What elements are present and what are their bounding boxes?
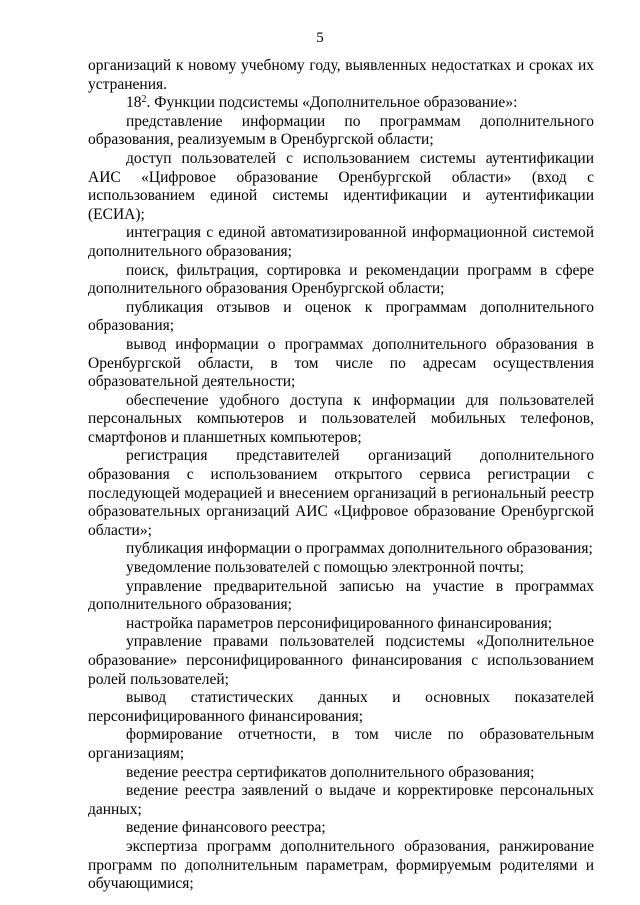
list-item: вывод статистических данных и основных показателей персонифицированного финансирования; [88, 689, 594, 725]
list-item: вывод информации о программах дополнительного образования в Оренбургской области, в том числе по адресам осуществления образовательной деятельности; [88, 335, 594, 391]
section-heading [88, 94, 594, 113]
list-item: уведомление пользователей с помощью электронной почты; [126, 559, 524, 577]
page-number: 5 [316, 30, 324, 46]
list-item: экспертиза программ дополнительного образования, ранжирование программ по дополнительным параметрам, формируемым родителями и обучающимися; [88, 837, 594, 893]
list-item: ведение реестра сертификатов дополнительного образования; [126, 763, 535, 781]
section-heading-text: . Функции подсистемы «Дополнительное образование»: [146, 94, 518, 112]
list-item: поиск, фильтрация, сортировка и рекомендации программ в сфере дополнительного образования Оренбургской области; [88, 261, 594, 298]
list-item: управление правами пользователей подсистемы «Дополнительное образование» персонифицированного финансирования с использованием ролей пользователей; [88, 633, 594, 688]
list-item: интеграция с единой автоматизированной информационной системой дополнительного образования; [88, 224, 594, 260]
list-item: обеспечение удобного доступа к информации для пользователей персональных компьютеров и пользователей мобильных телефонов, смартфонов и планшетных компьютеров; [88, 391, 594, 446]
document-body [88, 57, 594, 894]
list-item: формирование отчетности, в том числе по образовательным организациям; [88, 726, 594, 762]
list-item: управление предварительной записью на участие в программах дополнительного образования; [88, 577, 594, 614]
list-item: регистрация представителей организаций дополнительного образования с использованием открытого сервиса регистрации с последующей модерацией и внесением организаций в региональный реестр образовательных организаций АИС «Цифровое образование Оренбургской области»; [88, 447, 594, 539]
list-item: представление информации по программам дополнительного образования, реализуемым в Оренбургской области; [88, 112, 594, 149]
list-item: ведение реестра заявлений о выдаче и корректировке персональных данных; [88, 782, 594, 818]
list-item: доступ пользователей с использованием системы аутентификации АИС «Цифровое образование Оренбургской области» (вход с использованием единой системы идентификации и аутентификации (ЕСИА); [88, 149, 594, 223]
list-item: ведение финансового реестра; [126, 819, 326, 837]
section-number-superscript: 2 [141, 94, 147, 106]
paragraph-continuation: организаций к новому учебному году, выявленных недостатках и сроках их устранения. [88, 57, 594, 93]
list-item: публикация отзывов и оценок к программам дополнительного образования; [88, 298, 594, 335]
list-item: публикация информации о программах дополнительного образования; [126, 540, 593, 558]
section-number: 18 [126, 94, 142, 112]
list-item: настройка параметров персонифицированного финансирования; [126, 614, 553, 632]
